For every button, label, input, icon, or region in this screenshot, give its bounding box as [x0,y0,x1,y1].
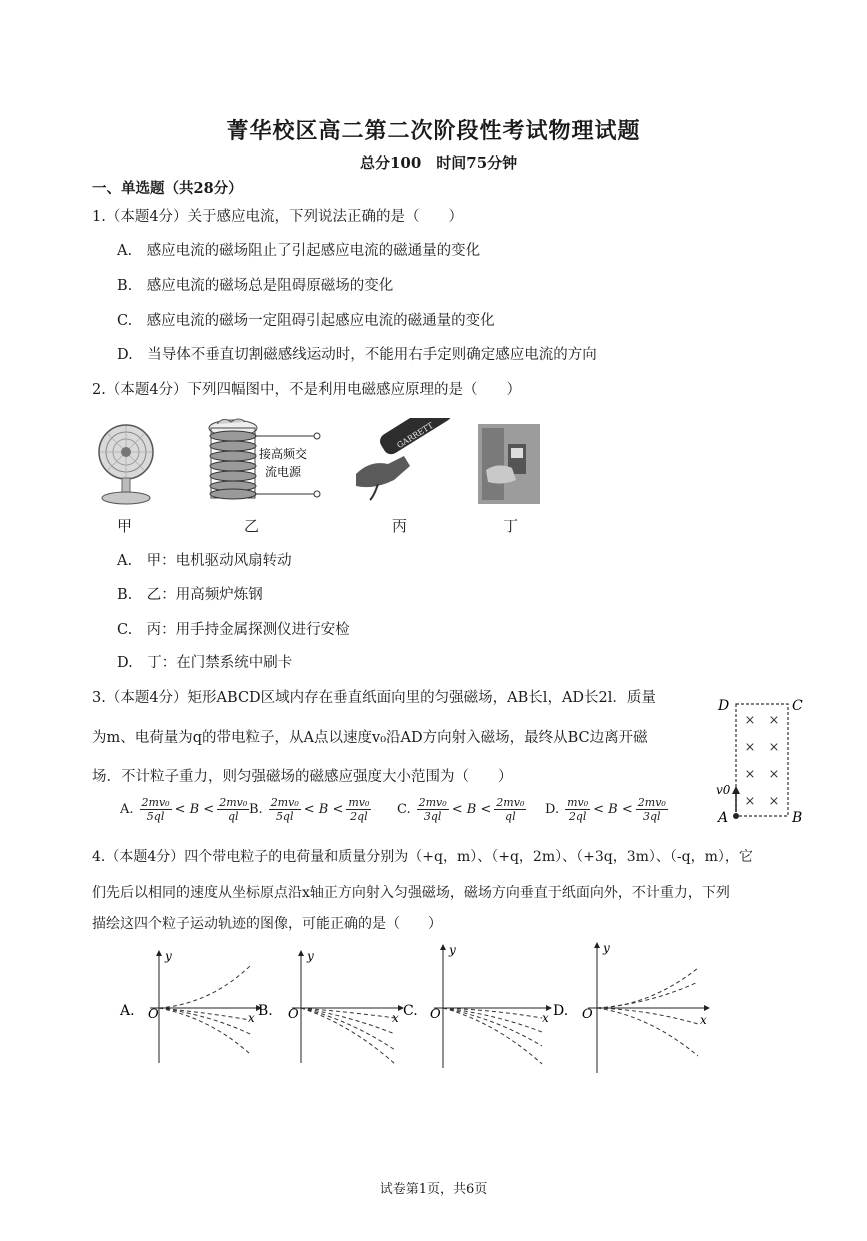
svg-text:A.: A. [120,1003,135,1019]
q4-stem-line1: 4.（本题4分）四个带电粒子的电荷量和质量分别为（+q，m）、（+q，2m）、（+3q，3m）、（-q，m），它 [92,849,753,865]
graph-a [119,949,260,1063]
svg-text:×: × [744,713,756,728]
q3-field-diagram [712,694,812,826]
q2-option-b: B. 乙：用高频炉炼钢 [117,587,263,603]
q1-option-d: D. 当导体不垂直切割磁感线运动时，不能用右手定则确定感应电流的方向 [117,347,597,363]
fig-label-jia: 甲 [117,517,133,535]
fig-label-yi: 乙 [244,517,260,535]
q1-stem: 1.（本题4分）关于感应电流，下列说法正确的是（ ） [92,209,464,225]
svg-text:×: × [744,794,756,809]
q1-option-b: B. 感应电流的磁场总是阻碍原磁场的变化 [117,278,394,294]
svg-text:x: x [542,1011,549,1025]
exam-subtitle: 总分100 时间75分钟 [360,154,518,172]
svg-text:×: × [744,740,756,755]
coil-label-line2: 流电源 [264,465,302,479]
svg-text:C.: C. [403,1003,418,1019]
svg-text:×: × [768,767,780,782]
q1-option-a: A. 感应电流的磁场阻止了引起感应电流的磁通量的变化 [117,243,481,259]
svg-text:×: × [768,740,780,755]
graph-b [258,949,402,1064]
q2-option-d: D. 丁：在门禁系统中刷卡 [117,655,293,671]
corner-c-label: C [792,698,803,714]
svg-text:y: y [449,943,456,957]
svg-text:×: × [768,794,780,809]
q3-stem-line3: 场．不计粒子重力，则匀强磁场的磁感应强度大小范围为（ ） [92,769,513,785]
q2-stem: 2.（本题4分）下列四幅图中，不是利用电磁感应原理的是（ ） [92,382,522,398]
metal-detector-image [352,418,452,504]
detector-brand-text: GARRETT [395,420,435,451]
q4-stem-line3: 描绘这四个粒子运动轨迹的图像，可能正确的是（ ） [92,916,442,932]
q4-stem-line2: 们先后以相同的速度从坐标原点沿x轴正方向射入匀强磁场，磁场方向垂直于纸面向外，不计重力，下列 [92,885,730,901]
svg-text:y: y [307,949,314,963]
q1-option-c: C. 感应电流的磁场一定阻碍引起感应电流的磁通量的变化 [117,313,495,329]
q3-stem-line2: 为m、电荷量为q的带电粒子，从A点以速度v₀沿AD方向射入磁场，最终从BC边离开磁 [92,730,648,746]
q3-option-c: C. $\frac{\text{2mv₀}}{3ql}$ < B < $\frac{\text{2mv₀}}{ql}$ [397,796,525,823]
svg-text:O: O [582,1007,593,1022]
svg-text:y: y [165,949,172,963]
svg-text:x: x [392,1011,399,1025]
q3-option-a: A. $\frac{\text{2mv₀}}{5ql}$ < B < $\frac{\text{2mv₀}}{ql}$ [120,796,248,823]
svg-text:O: O [288,1007,299,1022]
door-access-image [478,424,540,504]
svg-text:B.: B. [258,1003,273,1019]
coil-label-line1: 接高频交 [258,447,308,461]
velocity-label: v0 [716,783,731,797]
corner-d-label: D [718,698,730,714]
corner-a-label: A [718,810,729,826]
fan-image [96,414,156,508]
fig-label-ding: 丁 [503,517,519,535]
svg-text:O: O [430,1007,441,1022]
q3-option-d: D. $\frac{\text{mv₀}}{2ql}$ < B < $\frac{\text{2mv₀}}{3ql}$ [545,796,666,823]
section-heading: 一、单选题（共28分） [92,180,243,197]
graph-c [403,943,550,1068]
svg-text:D.: D. [553,1003,569,1019]
svg-text:×: × [768,713,780,728]
q3-option-b: B. $\frac{\text{2mv₀}}{5ql}$ < B < $\frac{\text{mv₀}}{2ql}$ [249,796,370,823]
fig-label-bing: 丙 [392,517,408,535]
svg-text:×: × [744,767,756,782]
exam-title: 菁华校区高二第二次阶段性考试物理试题 [226,118,641,144]
q2-option-c: C. 丙：用手持金属探测仪进行安检 [117,622,350,638]
induction-furnace-image [203,414,323,508]
corner-b-label: B [792,810,803,826]
q3-stem-line1: 3.（本题4分）矩形ABCD区域内存在垂直纸面向里的匀强磁场，AB长l，AD长2l．质量 [92,690,656,706]
page-footer: 试卷第1页，共6页 [379,1182,488,1197]
q4-trajectory-graphs [110,938,730,1078]
svg-text:x: x [700,1013,707,1027]
field-cross-marks [745,713,780,809]
q2-option-a: A. 甲：电机驱动风扇转动 [117,553,292,569]
svg-text:y: y [603,941,610,955]
graph-d [553,941,708,1073]
svg-text:x: x [248,1011,255,1025]
svg-text:O: O [148,1007,159,1022]
